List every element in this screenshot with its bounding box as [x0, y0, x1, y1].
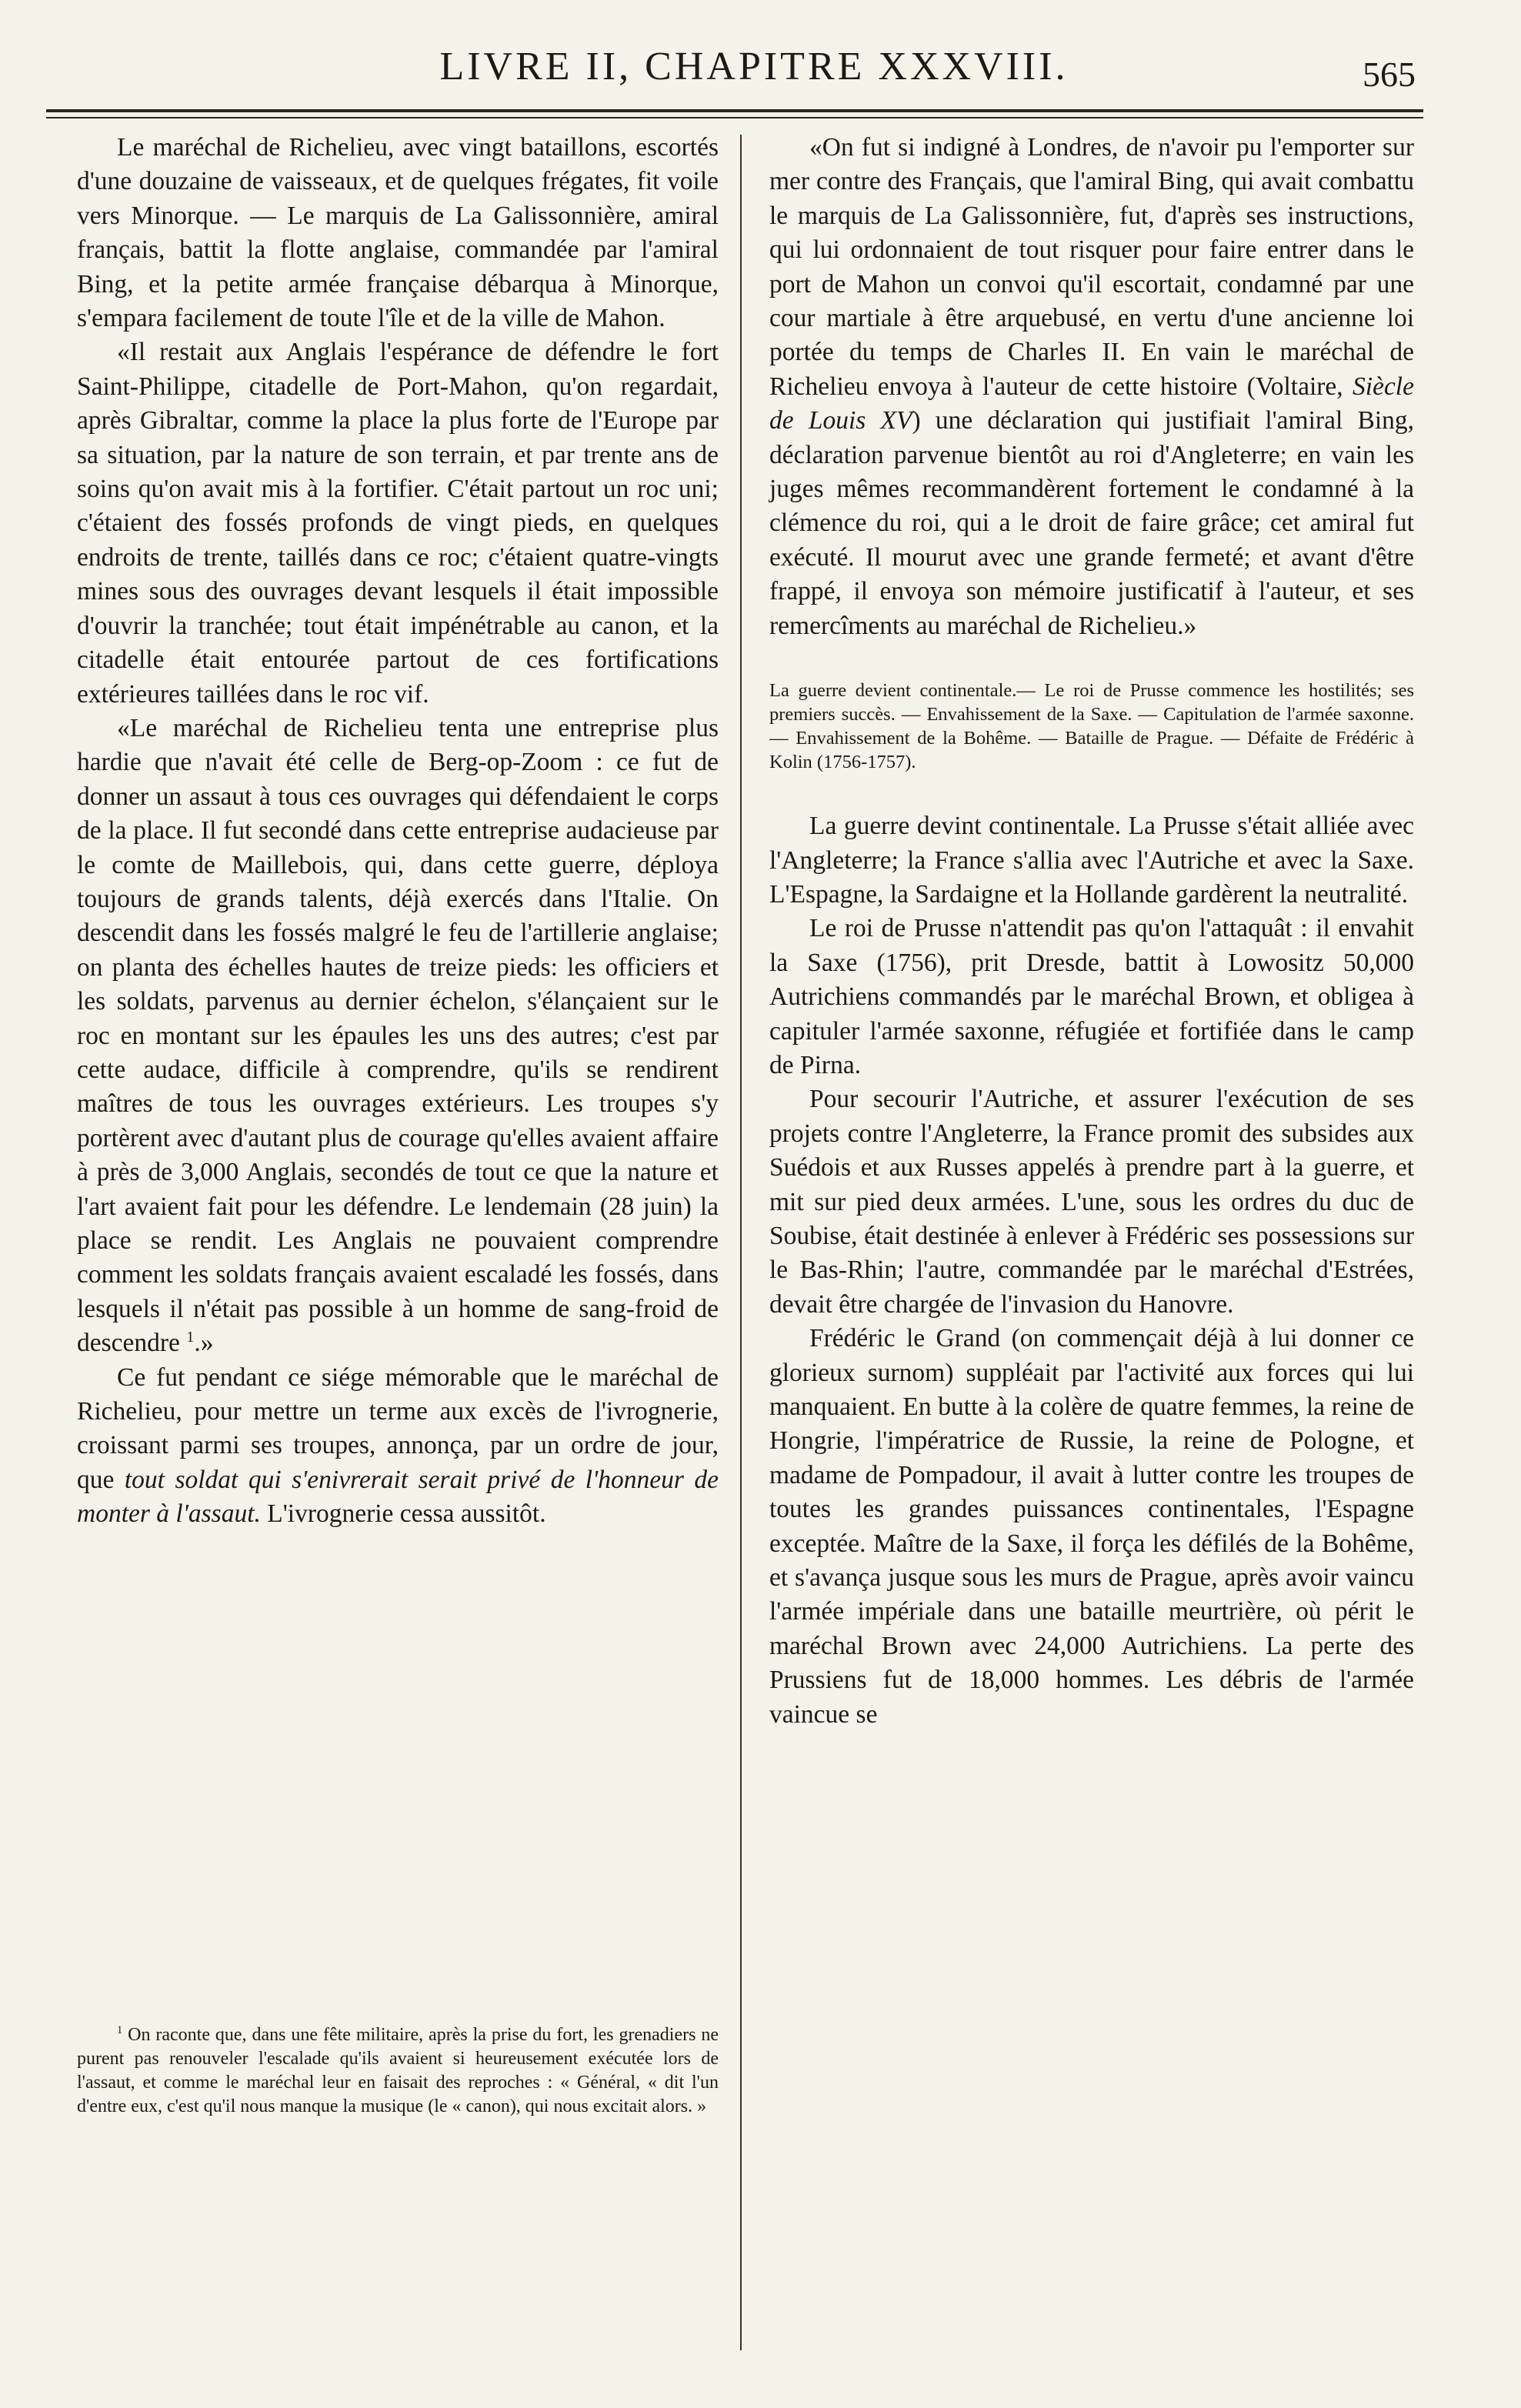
footnote [77, 2023, 719, 2119]
paragraph-richelieu-minorque: Le maréchal de Richelieu, avec vingt bataillons, escortés d'une douzaine de vaisseaux, et de quelques frégates, fit voile vers Minorque. — Le marquis de La Galissonnière, amiral français, battit la flotte anglaise, commandée par l'amiral Bing, et la petite armée française débarqua à Minorque, s'empara facilement de toute l'île et de la ville de Mahon. [77, 133, 719, 333]
paragraph-fort-saint-philippe: «Il restait aux Anglais l'espérance de défendre le fort Saint-Philippe, citadelle de Port-Mahon, qu'on regardait, après Gibraltar, comme la place la plus forte de l'Europe par sa situation, par la nature de son terrain, et par trente ans de soins qu'on avait mis à la fortifier. C'était partout un roc uni; c'étaient des fossés profonds de vingt pieds, en quelques endroits de trente, taillés dans ce roc; c'étaient quatre-vingts mines sous des ouvrages devant lesquels il était impossible d'ouvrir la tranchée; tout était impénétrable au canon, et la citadelle était entourée partout de ces fortifications extérieures taillées dans le roc vif. [77, 338, 719, 709]
paragraph-ivrognerie [77, 1361, 719, 1532]
paragraph-frederic-le-grand: Frédéric le Grand (on commençait déjà à lui donner ce glorieux surnom) suppléait par l'activité aux forces qui lui manquaient. En butte à la colère de quatre femmes, la reine de Hongrie, l'impératrice de Russie, la reine de Pologne, et madame de Pompadour, il avait à lutter contre les troupes de toutes les grandes puissances continentales, l'Espagne exceptée. Maître de la Saxe, il força les défilés de la Bohême, et s'avança jusque sous les murs de Prague, après avoir vaincu l'armée impériale dans une bataille meurtrière, où périt le maréchal Brown avec 24,000 Autrichiens. La perte des Prussiens fut de 18,000 hommes. Les débris de l'armée vaincue se [769, 1324, 1414, 1729]
paragraph-secourir-autriche: Pour secourir l'Autriche, et assurer l'exécution de ses projets contre l'Angleterre, la France promit des subsides aux Suédois et aux Russes appelés à prendre part à la guerre, et mit sur pied deux armées. L'une, sous les ordres du duc de Soubise, était destinée à enlever à Frédéric ses possessions sur le Bas-Rhin; l'autre, commandée par le maréchal d'Estrées, devait être chargée de l'invasion du Hanovre. [769, 1085, 1414, 1319]
paragraph-assault [77, 712, 719, 1361]
footnote-reference: 1 [186, 1329, 195, 1346]
paragraph-assault-text: «Le maréchal de Richelieu tenta une entreprise plus hardie que n'avait été celle de Berg-op-Zoom : ce fut de donner un assaut à tous ces ouvrages qui défendaient le corps de la place. Il fut secondé dans cette entreprise audacieuse par le comte de Maillebois, qui, dans cette guerre, déploya toujours de grands talents, déjà exercés dans l'Italie. On descendit dans les fossés malgré le feu de l'artillerie anglaise; on planta des échelles hautes de treize pieds: les officiers et les soldats, parvenus au dernier échelon, s'élançaient sur le roc en montant sur les épaules les uns des autres; c'est par cette audace, difficile à comprendre, qu'ils se rendirent maîtres de tous les ouvrages extérieurs. Les troupes s'y portèrent avec d'autant plus de courage qu'elles avaient affaire à près de 3,000 Anglais, secondés de tout ce que la nature et l'art avaient fait pour les défendre. Le lendemain (28 juin) la place se rendit. Les Anglais ne pouvaient comprendre comment les soldats français avaient escaladé les fossés, dans lesquels il n'était pas possible à un homme de sang-froid de descendre [77, 713, 719, 1358]
right-column [769, 131, 1414, 1732]
running-title: LIVRE II, CHAPITRE XXXVIII. [439, 45, 1069, 88]
left-column [77, 131, 719, 1532]
header-rule [46, 109, 1423, 112]
column-divider [740, 135, 742, 2350]
ivrognerie-order-italic: tout soldat qui s'enivrerait serait privé de l'honneur de monter à l'assaut. [77, 1465, 719, 1529]
bing-text-end: ) une déclaration qui justifiait l'amiral Bing, déclaration parvenue bientôt au roi d'Angleterre; en vain les juges mêmes recommandèrent fortement le condamné à la clémence du roi, qui a le droit de faire grâce; cet amiral fut exécuté. Il mourut avec une grande fermeté; et avant d'être frappé, il envoya son mémoire justificatif à l'auteur, et ses remercîments au maréchal de Richelieu.» [769, 406, 1414, 640]
page-number: 565 [1363, 55, 1416, 94]
ivrognerie-text-start: Ce fut pendant ce siége mémorable que le maréchal de Richelieu, pour mettre un terme aux excès de l'ivrognerie, croissant parmi ses troupes, annonça, par un ordre de jour, que [77, 1362, 719, 1494]
footnotes [77, 2023, 719, 2119]
footnote-text: On raconte que, dans une fête militaire, après la prise du fort, les grenadiers ne purent pas renouveler l'escalade qu'ils avaient si heureusement exécutée lors de l'assaut, et comme le maréchal leur en faisait des reproches : « Général, « dit l'un d'entre eux, c'est qu'il nous manque la musique (le « canon), qui nous excitait alors. » [77, 2025, 719, 2116]
closing-quote: .» [194, 1329, 214, 1358]
paragraph-bing [769, 131, 1414, 643]
paragraph-guerre-continentale: La guerre devint continentale. La Prusse s'était alliée avec l'Angleterre; la France s'allia avec l'Autriche et avec la Saxe. L'Espagne, la Sardaigne et la Hollande gardèrent la neutralité. [769, 812, 1414, 909]
bing-text-start: «On fut si indigné à Londres, de n'avoir pu l'emporter sur mer contre des Français, que l'amiral Bing, qui avait combattu le marquis de La Galissonnière, fut, d'après ses instructions, qui lui ordonnaient de tout risquer pour faire entrer dans le port de Mahon un convoi qu'il escortait, condamné par une cour martiale à être arquebusé, en vertu d'une ancienne loi portée du temps de Charles II. En vain le maréchal de Richelieu envoya à l'auteur de cette histoire (Voltaire, [769, 133, 1414, 401]
header-rule-thin [46, 117, 1423, 118]
paragraph-roi-de-prusse: Le roi de Prusse n'attendit pas qu'on l'attaquât : il envahit la Saxe (1756), prit Dresde, battit à Lowositz 50,000 Autrichiens commandés par le maréchal Brown, et obligea à capituler l'armée saxonne, réfugiée et fortifiée dans le camp de Pirna. [769, 914, 1414, 1079]
ivrognerie-text-end: L'ivrognerie cessa aussitôt. [267, 1499, 546, 1529]
siecle-de-louis-xv-italic: Siècle de Louis XV [769, 372, 1414, 435]
chapter-section-summary: La guerre devient continentale.— Le roi de Prusse commence les hostilités; ses premiers succès. — Envahissement de la Saxe. — Capitulation de l'armée saxonne. — Envahissement de la Bohême. — Bataille de Prague. — Défaite de Frédéric à Kolin (1756-1757). [769, 680, 1414, 773]
footnote-marker: 1 [117, 2024, 123, 2036]
